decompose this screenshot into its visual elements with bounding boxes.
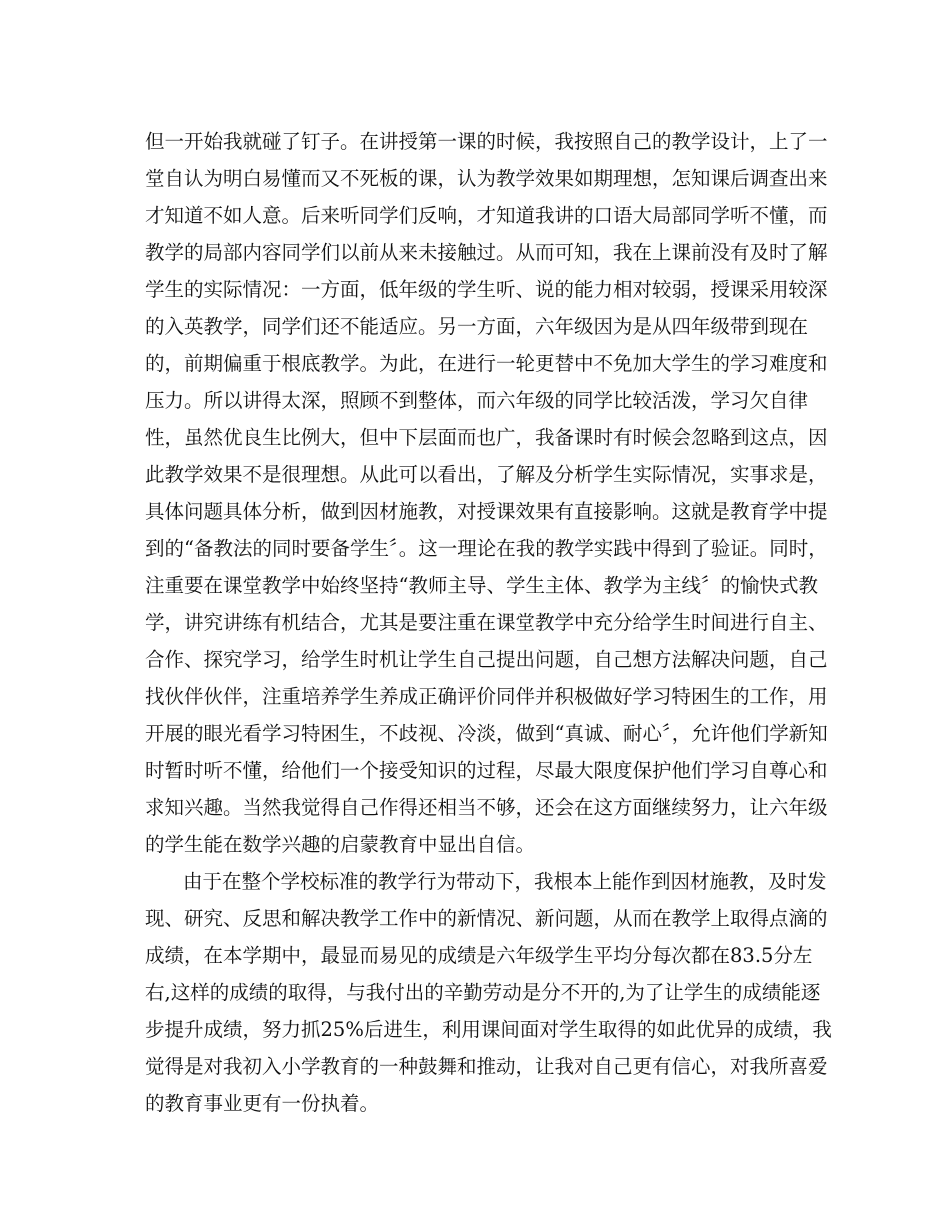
text-line: 到的“备教法的同时要备学生〞。这一理论在我的教学实践中得到了验证。同时， — [145, 537, 828, 560]
text-line: 求知兴趣。当然我觉得自己作得还相当不够，还会在这方面继续努力，让六年级 — [145, 796, 828, 819]
text-line: 学，讲究讲练有机结合，尤其是要注重在课堂教学中充分给学生时间进行自主、 — [145, 611, 828, 634]
text-line: 时暂时听不懂，给他们一个接受知识的过程，尽最大限度保护他们学习自尊心和 — [145, 759, 828, 782]
paragraph-first-line: 由于在整个学校标准的教学行为带动下，我根本上能作到因材施教，及时发 — [183, 870, 827, 893]
text-line: 此教学效果不是很理想。从此可以看出，了解及分析学生实际情况，实事求是， — [145, 463, 828, 486]
text-line: 找伙伴伙伴，注重培养学生养成正确评价同伴并积极做好学习特困生的工作，用 — [145, 685, 828, 708]
text-line: 学生的实际情况：一方面，低年级的学生听、说的能力相对较弱，授课采用较深 — [145, 278, 828, 301]
text-line: 觉得是对我初入小学教育的一种鼓舞和推动，让我对自己更有信心，对我所喜爱 — [145, 1055, 828, 1078]
text-line: 合作、探究学习，给学生时机让学生自己提出问题，自己想方法解决问题，自己 — [145, 648, 828, 671]
text-line: 性，虽然优良生比例大，但中下层面而也广，我备课时有时候会忽略到这点，因 — [145, 426, 828, 449]
text-line: 具体问题具体分析，做到因材施教，对授课效果有直接影响。这就是教育学中提 — [145, 500, 828, 523]
text-line: 教学的局部内容同学们以前从来未接触过。从而可知，我在上课前没有及时了解 — [145, 241, 828, 264]
text-line: 步提升成绩，努力抓25%后进生，利用课间面对学生取得的如此优异的成绩，我 — [145, 1018, 832, 1041]
text-line: 成绩，在本学期中，最显而易见的成绩是六年级学生平均分每次都在83.5分左 — [145, 944, 813, 967]
text-line: 的，前期偏重于根底教学。为此，在进行一轮更替中不免加大学生的学习难度和 — [145, 352, 828, 375]
text-line: 压力。所以讲得太深，照顾不到整体，而六年级的同学比较活泼，学习欠自律 — [145, 389, 809, 412]
text-line: 的入英教学，同学们还不能适应。另一方面，六年级因为是从四年级带到现在 — [145, 315, 809, 338]
text-line: 的教育事业更有一份执着。 — [145, 1092, 380, 1115]
text-line: 注重要在课堂教学中始终坚持“教师主导、学生主体、教学为主线〞的愉快式教 — [145, 574, 818, 597]
text-line: 的学生能在数学兴趣的启蒙教育中显出自信。 — [145, 833, 536, 856]
text-line: 才知道不如人意。后来听同学们反响，才知道我讲的口语大局部同学听不懂，而 — [145, 204, 828, 227]
text-line: 现、研究、反思和解决教学工作中的新情况、新问题，从而在教学上取得点滴的 — [145, 907, 828, 930]
text-line: 但一开始我就碰了钉子。在讲授第一课的时候，我按照自己的教学设计，上了一 — [145, 130, 828, 153]
text-line: 开展的眼光看学习特困生，不歧视、冷淡，做到“真诚、耐心〞，允许他们学新知 — [145, 722, 828, 745]
text-line: 右,这样的成绩的取得，与我付出的辛勤劳动是分不开的,为了让学生的成绩能逐 — [145, 981, 821, 1004]
text-line: 堂自认为明白易懂而又不死板的课，认为教学效果如期理想，怎知课后调查出来 — [145, 167, 828, 190]
